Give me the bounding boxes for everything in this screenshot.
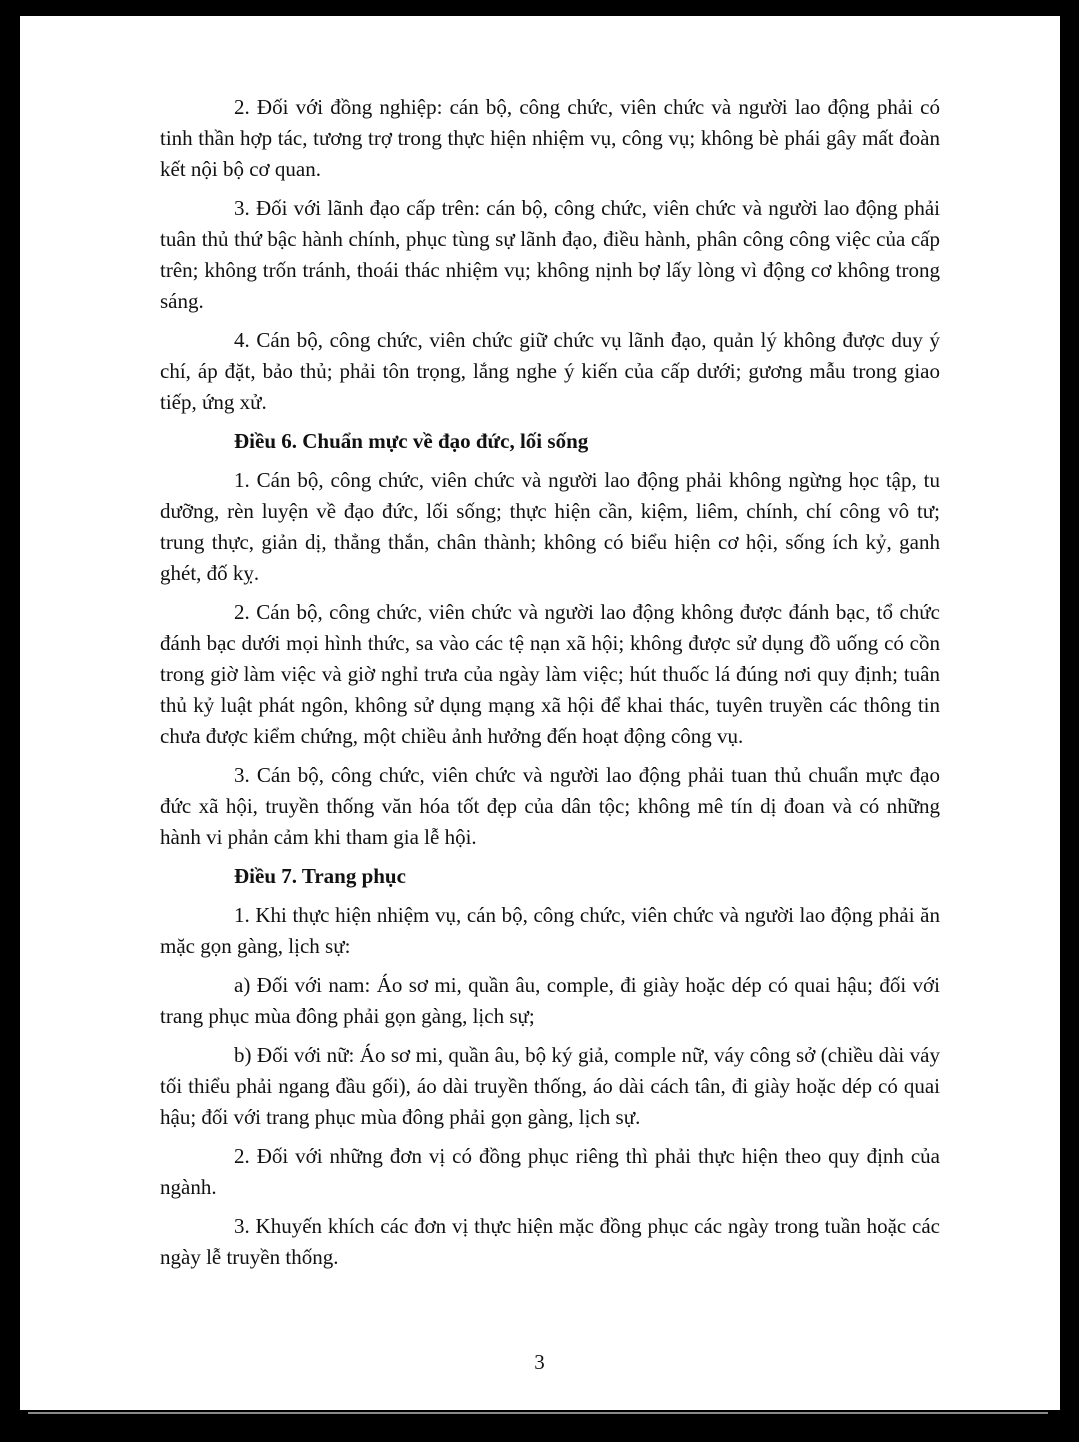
paragraph-article7-item1: 1. Khi thực hiện nhiệm vụ, cán bộ, công chức, viên chức và người lao động phải ăn mặc gọn gàng, lịch sự: <box>160 903 940 958</box>
heading-article7: Điều 7. Trang phục <box>234 864 406 888</box>
heading-article6: Điều 6. Chuẩn mực về đạo đức, lối sống <box>234 429 589 453</box>
paragraph-article7-item2: 2. Đối với những đơn vị có đồng phục riêng thì phải thực hiện theo quy định của ngành. <box>160 1144 940 1199</box>
paragraph-article5-item2: 2. Đối với đồng nghiệp: cán bộ, công chức, viên chức và người lao động phải có tinh thần hợp tác, tương trợ trong thực hiện nhiệm vụ, công vụ; không bè phái gây mất đoàn kết nội bộ cơ quan. <box>160 95 940 181</box>
paragraph-article7-item3: 3. Khuyến khích các đơn vị thực hiện mặc đồng phục các ngày trong tuần hoặc các ngày lễ truyền thống. <box>160 1214 940 1269</box>
paragraph-article5-item3: 3. Đối với lãnh đạo cấp trên: cán bộ, công chức, viên chức và người lao động phải tuân thủ thứ bậc hành chính, phục tùng sự lãnh đạo, điều hành, phân công công việc của cấp trên; không trốn tránh, thoái thác nhiệm vụ; không nịnh bợ lấy lòng vì động cơ không trong sáng. <box>160 196 940 313</box>
page-bottom-divider <box>28 1412 1048 1414</box>
document-body <box>160 92 940 1281</box>
page-number: 3 <box>534 1350 545 1374</box>
paragraph-article6-item1: 1. Cán bộ, công chức, viên chức và người lao động phải không ngừng học tập, tu dưỡng, rèn luyện về đạo đức, lối sống; thực hiện cần, kiệm, liêm, chính, chí công vô tư; trung thực, giản dị, thẳng thắn, chân thành; không có biểu hiện cơ hội, sống ích kỷ, ganh ghét, đố kỵ. <box>160 468 940 585</box>
paragraph-article5-item4: 4. Cán bộ, công chức, viên chức giữ chức vụ lãnh đạo, quản lý không được duy ý chí, áp đặt, bảo thủ; phải tôn trọng, lắng nghe ý kiến của cấp dưới; gương mẫu trong giao tiếp, ứng xử. <box>160 328 940 414</box>
paragraph-article7-item1b: b) Đối với nữ: Áo sơ mi, quần âu, bộ ký giả, comple nữ, váy công sở (chiều dài váy tối thiểu phải ngang đầu gối), áo dài truyền thống, áo dài cách tân, đi giày hoặc dép có quai hậu; đối với trang phục mùa đông phải gọn gàng, lịch sự. <box>160 1043 940 1129</box>
paragraph-article6-item3: 3. Cán bộ, công chức, viên chức và người lao động phải tuan thủ chuẩn mực đạo đức xã hội, truyền thống văn hóa tốt đẹp của dân tộc; không mê tín dị đoan và có những hành vi phản cảm khi tham gia lễ hội. <box>160 763 940 849</box>
paragraph-article7-item1a: a) Đối với nam: Áo sơ mi, quần âu, comple, đi giày hoặc dép có quai hậu; đối với trang phục mùa đông phải gọn gàng, lịch sự; <box>160 973 940 1028</box>
paragraph-article6-item2: 2. Cán bộ, công chức, viên chức và người lao động không được đánh bạc, tổ chức đánh bạc dưới mọi hình thức, sa vào các tệ nạn xã hội; không được sử dụng đồ uống có cồn trong giờ làm việc và giờ nghỉ trưa của ngày làm việc; hút thuốc lá đúng nơi quy định; tuân thủ kỷ luật phát ngôn, không sử dụng mạng xã hội để khai thác, tuyên truyền các thông tin chưa được kiểm chứng, một chiều ảnh hưởng đến hoạt động công vụ. <box>160 600 940 748</box>
